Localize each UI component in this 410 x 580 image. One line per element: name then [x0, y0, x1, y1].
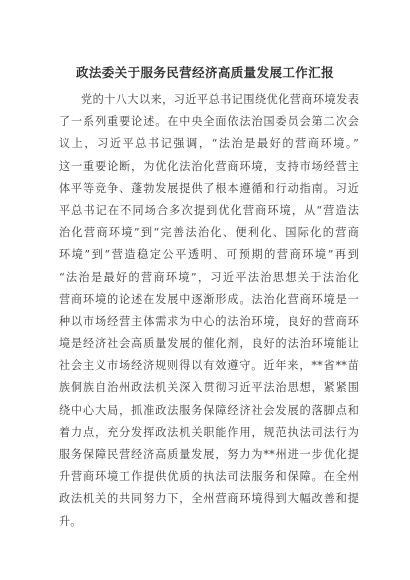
paragraph-line: 绕中心大局，抓准政法服务保障经济社会发展的落脚点和: [59, 403, 359, 417]
paragraph-line: 营商环境的论述在发展中逐渐形成。法治化营商环境是一: [59, 292, 359, 306]
document-body: [59, 89, 359, 533]
document-title: 政法委关于服务民营经济高质量发展工作汇报: [75, 65, 334, 80]
paragraph-line: 体平等竞争、蓬勃发展提供了根本遵循和行动指南。习近: [59, 181, 359, 195]
paragraph-line: 治化营商环境”到“完善法治化、便利化、国际化的营商: [59, 226, 359, 240]
paragraph-line: 了一系列重要论述。在中央全面依法治国委员会第二次会: [59, 115, 359, 129]
paragraph-line: 种以市场经营主体需求为中心的法治环境，良好的营商环: [59, 314, 359, 328]
paragraph-line: 升。: [59, 514, 82, 528]
paragraph-line: 议上，习近平总书记强调，“法治是最好的营商环境。”: [59, 137, 359, 151]
paragraph-line: “法治是最好的营商环境”，习近平法治思想关于法治化: [59, 270, 359, 284]
paragraph-line: 服务保障民营经济高质量发展，努力为**州进一步优化提: [59, 448, 359, 461]
paragraph-line: 族侗族自治州政法机关深入贯彻习近平法治思想，紧紧围: [59, 381, 359, 395]
paragraph-line: 党的十八大以来，习近平总书记围绕优化营商环境发表: [81, 93, 359, 106]
paragraph-line: 环境”到“营造稳定公平透明、可预期的营商环境”再到: [59, 248, 359, 262]
paragraph-line: 着力点，充分发挥政法机关职能作用，规范执法司法行为: [59, 425, 359, 439]
paragraph-line: 这一重要论断，为优化法治化营商环境，支持市场经营主: [59, 159, 359, 173]
paragraph-line: 政法机关的共同努力下，全州营商环境得到大幅改善和提: [59, 492, 359, 506]
paragraph-line: 境是经济社会高质量发展的催化剂，良好的法治环境能让: [59, 337, 359, 351]
paragraph-line: 升营商环境工作提供优质的执法司法服务和保障。在全州: [59, 470, 359, 484]
paragraph-line: 平总书记在不同场合多次提到优化营商环境，从“营造法: [59, 203, 359, 217]
paragraph-line: 社会主义市场经济规则得以有效遵守。近年来，**省**苗: [59, 359, 359, 373]
